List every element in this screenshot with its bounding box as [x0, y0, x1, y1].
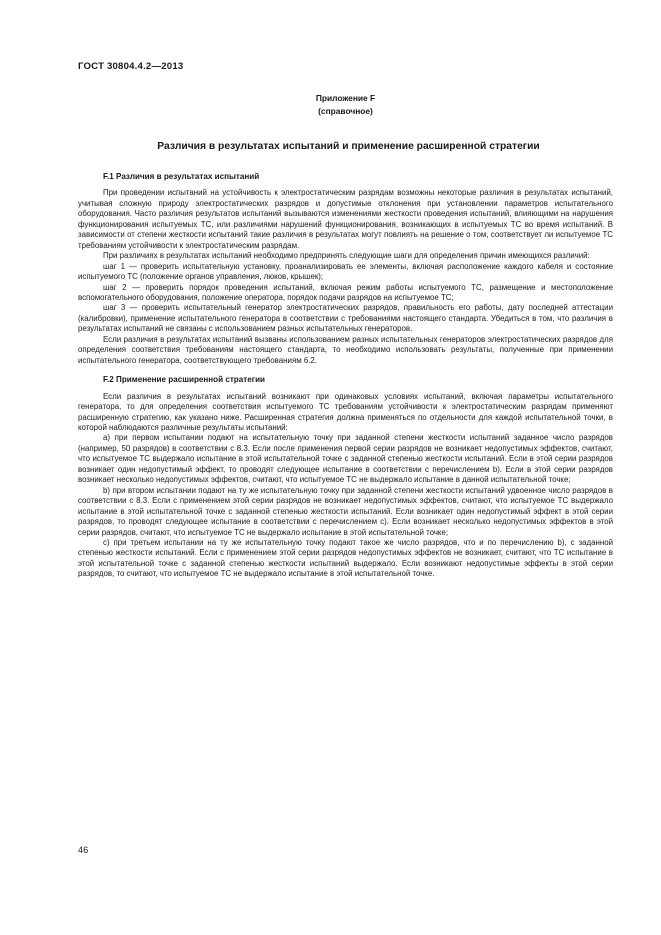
- annex-main-title: Различия в результатах испытаний и применение расширенной стратегии: [157, 141, 540, 152]
- annex-heading: [0, 92, 661, 117]
- paragraph: шаг 2 — проверить порядок проведения испытаний, включая режим работы испытуемого ТС, размещение и местоположение вспомогательного оборудования, положение оператора, порядок подачи разрядов на испытуемое ТС;: [78, 282, 613, 302]
- paragraph: Если различия в результатах испытаний вызваны использованием разных испытательных генераторов электростатических разрядов для определения соответствия требованиям настоящего стандарта, то необходимо использовать результаты, полученные при применении испытательного генератора, соответствующего требованиям 6.2.: [78, 334, 613, 365]
- paragraph: шаг 1 — проверить испытательную установку, проанализировать ее элементы, включая расположение каждого кабеля и состояние испытуемого ТС (положение органов управления, люков, крышек);: [78, 261, 613, 282]
- page-number: 46: [78, 845, 89, 855]
- standard-designation: ГОСТ 30804.4.2—2013: [78, 61, 184, 72]
- paragraph: Если различия в результатах испытаний возникают при одинаковых условиях испытаний, включая параметры испытательного генератора, то для определения соответствия испытуемого ТС требованиям устойчивости к электростатическим разрядам применяют расширенную стратегию, как указано ниже. Расширенная стратегия должна применяться по отдельности для каждой испытательной точки, в которой наблюдаются различные результаты испытаний:: [78, 391, 613, 432]
- paragraph: шаг 3 — проверить испытательный генератор электростатических разрядов, правильность его работы, дату последней аттестации (калибровки), применение испытательного генератора в соответствии с требованиями настоящего стандарта. Убедиться в том, что различия в результатах испытаний не связаны с использованием разных испытательных генераторов.: [78, 303, 613, 334]
- paragraph: b) при втором испытании подают на ту же испытательную точку при заданной степени жесткости испытаний удвоенное число разрядов в соответствии с 8.3. Если с применением этой серии разрядов не возникает недопустимых эффектов, считают, что испытуемое ТС выдержало испытание в этой испытательной точке с заданной степенью жесткости испытаний. Если возникает один недопустимый эффект в этой серии разрядов, то проводят следующее испытание в соответствии с перечислением c). Если возникает несколько недопустимых эффектов в этой серии разрядов, считают, что испытуемое ТС не выдержало испытание в этой испытательной точке;: [78, 485, 613, 537]
- annex-body: [78, 172, 613, 580]
- section-title-f2: F.2 Применение расширенной стратегии: [103, 375, 266, 385]
- paragraph: При проведении испытаний на устойчивость к электростатическим разрядам возможны некоторые различия в результатах испытаний, учитывая сложную природу электростатических разрядов и допустимые отклонения при установлении параметров испытательного оборудования. Часто различия результатов испытаний вызываются изменениями жесткости проведения испытаний, влияющими на нарушения функционирования испытуемых ТС, или различиями нарушений функционирования, возникающих в испытуемых ТС во время испытаний. В зависимости от степени жесткости испытаний такие различия в результатах могут повлиять на решение о том, соответствует ли испытуемое ТС требованиям устойчивости к электростатическим разрядам.: [78, 188, 613, 250]
- annex-title: Приложение F: [315, 93, 376, 103]
- paragraph: При различиях в результатах испытаний необходимо предпринять следующие шаги для определения причин имеющихся различий:: [103, 251, 590, 261]
- paragraph: a) при первом испытании подают на испытательную точку при заданной степени жесткости испытаний заданное число разрядов (например, 50 разрядов) в соответствии с 8.3. Если после применения первой серии разрядов не возникает недопустимых эффектов, считают, что испытуемое ТС выдержало испытание в этой испытательной точке с заданной степенью жесткости испытаний. Если в этой серии разрядов возникает один недопустимый эффект, то проводят следующее испытание в соответствии с перечислением b). Если в этой серии разрядов возникает несколько недопустимых эффектов, считают, что испытуемое ТС не выдержало испытание в данной испытательной точке;: [78, 433, 613, 485]
- annex-type: (справочное): [318, 105, 373, 116]
- paragraph: c) при третьем испытании на ту же испытательную точку подают такое же число разрядов, что и по перечислению b), с заданной степенью жесткости испытаний. Если с применением этой серии разрядов недопустимых эффектов не возникает, считают, что ТС испытание в этой испытательной точке с заданной степенью жесткости испытаний выдержало. Если возникают недопустимые эффекты в этой серии разрядов, то считают, что испытуемое ТС не выдержало испытание в этой испытательной точке.: [78, 537, 613, 579]
- section-title-f1: F.1 Различия в результатах испытаний: [103, 172, 260, 181]
